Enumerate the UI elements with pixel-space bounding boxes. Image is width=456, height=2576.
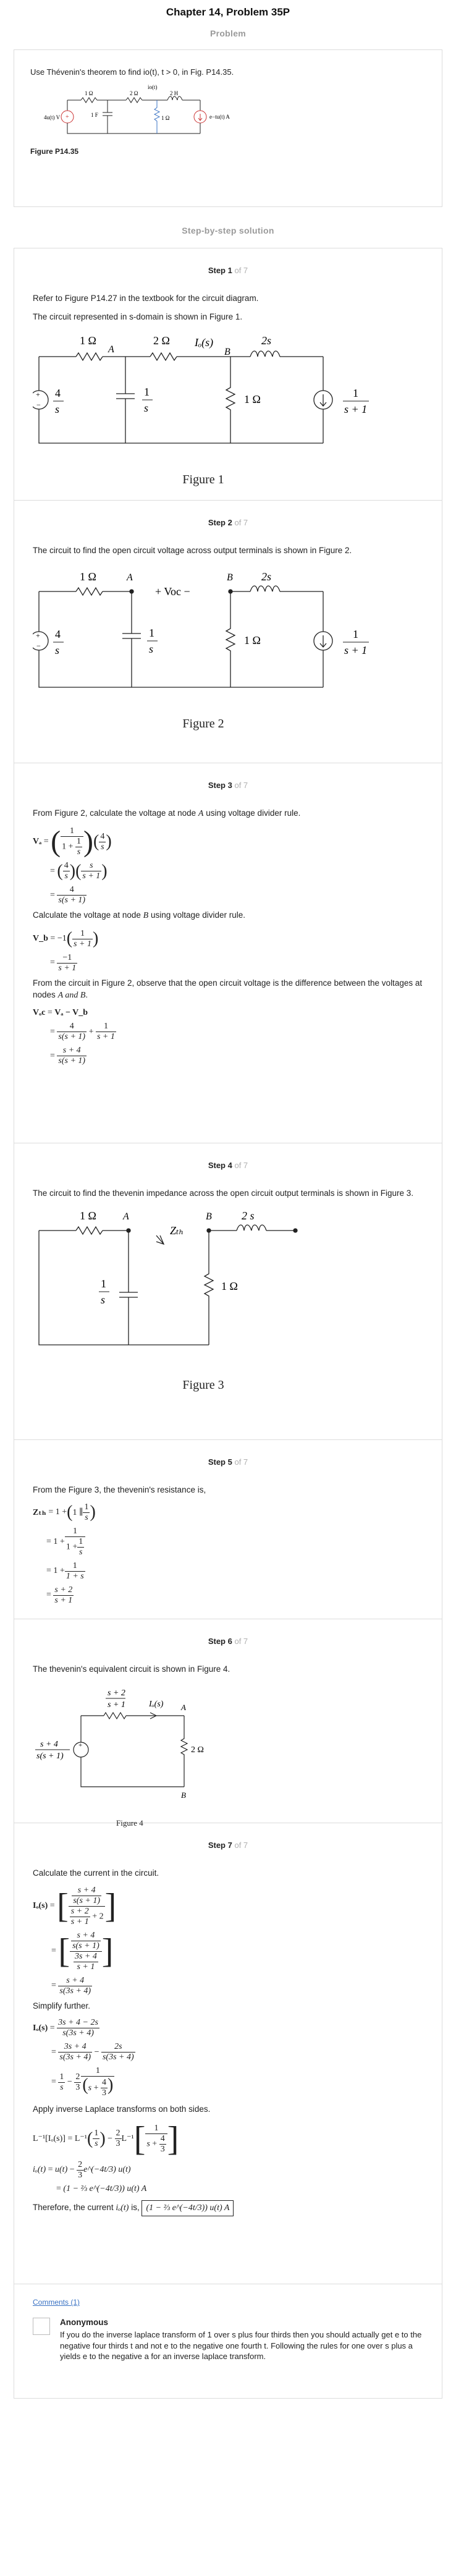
step-6-heading: Step 6 of 7 [208,1637,248,1646]
f3-r3: 1 Ω [221,1279,238,1292]
step-7-text-3: Apply inverse Laplace transforms on both sides. [33,2104,211,2114]
voc-equation: Vₒc = Vₐ − V_b = $\frac{4}{s(s + 1)}$ + $\frac{1}{s + 1}$ = $\frac{s + 4}{s(s + 1)}$ [33,1008,115,1066]
f2-src-num: 4 [55,627,61,640]
inverse-laplace-equation: L⁻¹ [Iₒ(s)] = L⁻¹ ( $\frac{1}{s}$ ) − $\frac{2}{3}$ L⁻¹ [ 1 s + $\frac{4}{3}$ ] iₒ(t) = u(t) − $\frac{2}{3}$ e^(−4t/3) u(t) = (1 − ⅔ e^(−4t/3)) u(t) A [33,2119,179,2193]
comment [33,2318,423,2362]
io-equation: Iₒ(s) = [ $\frac{s + 4}{s(s + 1)}$ $\frac{s + 2}{s + 1}$ + 2 ] = [ $\frac{\frac{s + 4}{s(s + 1)}}{\frac{3s + 4}{s + 1}}$ ] = $\frac{s + 4}{s(3s + 4)}$ [33,1885,117,1996]
avatar [33,2318,50,2335]
step-1 [14,248,442,501]
f4-v-den: s(s + 1) [36,1751,64,1761]
va-equation: Vₐ = ( 1 1 + $\frac{1}{s}$ ) ( $\frac{4}{s}$ ) = ( $\frac{4}{s}$ ) ( $\frac{s}{s + 1}$ ) = $\frac{4}{s(s + 1)}$ [33,825,112,905]
f4-node-b: B [181,1790,186,1800]
step-3-heading: Step 3 of 7 [208,781,248,790]
f2-cs-num: 1 [353,627,358,640]
f4-z-den: s + 1 [108,1700,125,1710]
step-6 [14,1619,442,1828]
f1-cs-den: s + 1 [344,403,368,416]
f1-r2: 2 Ω [153,334,170,347]
f4-r: 2 Ω [191,1745,204,1755]
ind-label: 2 H [170,90,179,96]
problem-text: Use Thévenin's theorem to find io(t), t > 0, in Fig. P14.35. [30,67,234,77]
svg-text:+: + [36,630,40,640]
figure-3-caption: Figure 3 [182,1378,224,1392]
figure-4-circuit [33,1682,416,1830]
f2-cs-den: s + 1 [344,643,368,656]
f1-src-den: s [55,403,60,416]
f3-node-a: A [123,1211,129,1222]
f1-cap-den: s [144,402,149,415]
f2-node-b: B [227,572,233,583]
solution-card [14,248,442,2399]
f3-cap-den: s [101,1293,106,1306]
f2-cap-num: 1 [149,626,154,639]
step-7-text-1: Calculate the current in the circuit. [33,1868,159,1878]
svg-text:+: + [65,114,69,121]
page-title: Chapter 14, Problem 35P [166,6,290,18]
simplify-equation: Iₒ(s) = $\frac{3s + 4 - 2s}{s(3s + 4)}$ = $\frac{3s + 4}{s(3s + 4)}$ − $\frac{2s}{s(3s + 4)}$ = $\frac{1}{s}$ − $\frac{2}{3}$ 1 (s + $\frac{4}{3}$ ) [33,2018,134,2098]
f1-io: Iₒ(s) [195,336,214,349]
f2-voc: + Voc − [155,585,190,598]
comments-link[interactable]: Comments (1) [33,2298,80,2307]
step-1-text-1: Refer to Figure P14.27 in the textbook for the circuit diagram. [33,294,259,303]
f1-node-b: B [224,347,230,358]
cs-label: e−tu(t) A [209,114,230,120]
f1-node-a: A [108,344,114,355]
step-2-text: The circuit to find the open circuit voltage across output terminals is shown in Figure 2. [33,546,352,555]
step-7-heading: Step 7 of 7 [208,1841,248,1850]
f2-node-a: A [127,572,133,583]
step-3 [14,763,442,1143]
figure-3-circuit [33,1206,416,1373]
f2-src-den: s [55,643,60,656]
comment-author: Anonymous [60,2318,109,2327]
io-label: io(t) [148,84,158,90]
svg-text:+: + [78,1741,83,1749]
svg-text:−: − [36,641,41,650]
step-7-text-2: Simplify further. [33,2001,91,2010]
final-answer: (1 − ⅔ e^(−4t/3)) u(t) A [141,2200,234,2216]
f1-ind: 2s [261,334,272,347]
comments-section [14,2284,442,2398]
step-5-heading: Step 5 of 7 [208,1457,248,1467]
f1-r3: 1 Ω [244,393,261,406]
figure-2-caption: Figure 2 [182,716,224,731]
figure-2-circuit [33,567,416,715]
figure-4-caption: Figure 4 [116,1818,143,1828]
f2-r1: 1 Ω [80,570,96,583]
step-7 [14,1823,442,2284]
step-2-heading: Step 2 of 7 [208,518,248,527]
step-1-text-2: The circuit represented in s-domain is shown in Figure 1. [33,311,243,321]
f1-r1: 1 Ω [80,334,96,347]
f3-zth: Zₜₕ [170,1224,184,1237]
problem-circuit [30,83,290,142]
step-3-text-1: From Figure 2, calculate the voltage at node A using voltage divider rule. [33,808,301,818]
comment-body: If you do the inverse laplace transform of 1 over s plus four thirds then you should actually get e to the negative four thirds t and not e to the negative one fourth t. Following the rules for one over s plus a yields e to the negative a for an inverse laplace transform. [60,2330,422,2362]
figure-1-circuit [33,329,416,471]
f2-cap-den: s [149,642,154,655]
step-4-text: The circuit to find the thevenin impedance across the open circuit output terminals is shown in Figure 3. [33,1188,414,1198]
f1-cs-num: 1 [353,387,358,400]
step-5-text: From the Figure 3, the thevenin's resistance is, [33,1485,206,1494]
f3-ind: 2 s [242,1209,255,1222]
f4-z-num: s + 2 [108,1688,125,1698]
step-2 [14,501,442,763]
solution-section-label: Step-by-step solution [182,226,274,235]
step-6-text: The thevenin's equivalent circuit is shown in Figure 4. [33,1664,230,1674]
step-1-heading: Step 1 of 7 [208,266,248,275]
f3-cap-num: 1 [101,1277,106,1290]
step-3-text-3: From the circuit in Figure 2, observe that the open circuit voltage is the difference between the voltages at nodes A and B. [33,978,423,1001]
svg-text:+: + [36,390,40,399]
step-7-text-4: Therefore, the current iₒ(t) is, (1 − ⅔ e^(−4t/3)) u(t) A [33,2200,423,2216]
r1-label: 1 Ω [85,90,93,96]
vb-equation: V_b = −1 ( $\frac{1}{s + 1}$ ) = $\frac{-1}{s + 1}$ [33,928,99,973]
f1-cap-num: 1 [144,386,150,399]
problem-card [14,49,442,207]
f2-ind: 2s [261,570,272,583]
problem-section-label: Problem [209,28,247,38]
f4-io: Iₒ(s) [149,1699,164,1709]
src-label: 4u(t) V [44,114,61,121]
r2-label: 2 Ω [130,90,138,96]
f1-src-num: 4 [55,387,61,400]
step-5 [14,1440,442,1619]
step-3-text-2: Calculate the voltage at node B using voltage divider rule. [33,910,246,921]
zth-equation: Zₜₕ = 1 + ( 1 ∥ $\frac{1}{s}$ ) = 1 + 1 1 + $\frac{1}{s}$ = 1 + $\frac{1}{1 + s}$ = $\frac{s + 2}{s + 1}$ [33,1502,96,1605]
step-4-heading: Step 4 of 7 [208,1161,248,1170]
problem-figure-caption: Figure P14.35 [30,147,79,156]
r3-label: 1 Ω [161,115,170,121]
figure-1-caption: Figure 1 [182,473,224,487]
f2-r3: 1 Ω [244,633,261,646]
f3-node-b: B [206,1211,212,1222]
f4-node-a: A [181,1702,186,1712]
step-4 [14,1143,442,1440]
svg-text:−: − [36,400,41,410]
f3-r1: 1 Ω [80,1209,96,1222]
f4-v-num: s + 4 [40,1739,58,1749]
cap-label: 1 F [91,112,98,118]
